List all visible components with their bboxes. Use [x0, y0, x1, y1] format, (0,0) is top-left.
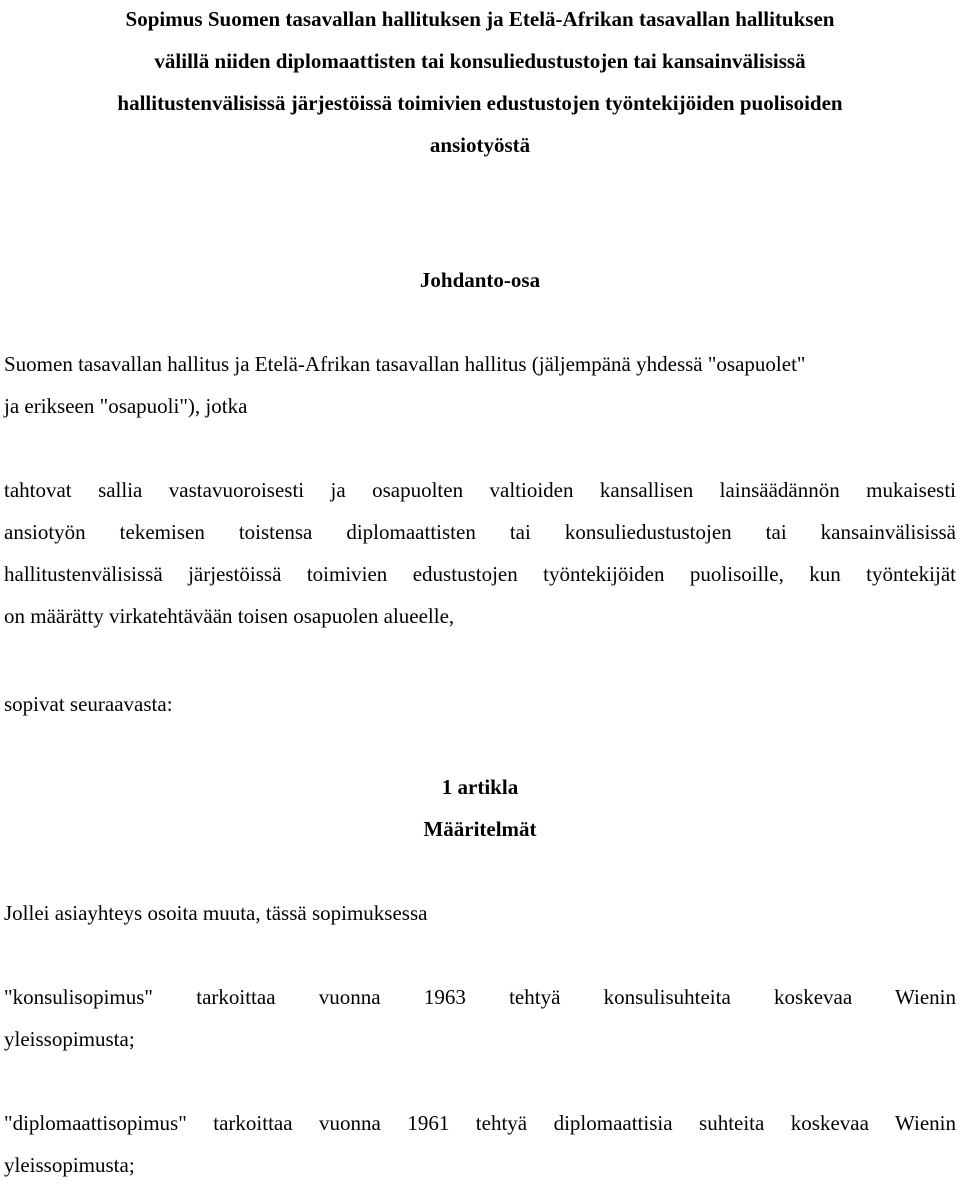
- definition-2-line-1: "diplomaattisopimus" tarkoittaa vuonna 1961 tehtyä diplomaattisia suhteita koskevaa Wienin: [4, 1111, 956, 1135]
- title-line-1: Sopimus Suomen tasavallan hallituksen ja Etelä-Afrikan tasavallan hallituksen: [125, 7, 835, 31]
- title-line-2: välillä niiden diplomaattisten tai konsuliedustustojen tai kansainvälisissä: [154, 49, 806, 73]
- definitions-intro-text: Jollei asiayhteys osoita muuta, tässä sopimuksessa: [4, 901, 428, 925]
- preamble-paragraph: [4, 343, 956, 427]
- preamble-heading: Johdanto-osa: [419, 268, 541, 292]
- intent-line-3: hallitustenvälisissä järjestöissä toimivien edustustojen työntekijöiden puolisoille, kun työntekijät: [4, 562, 956, 586]
- intent-paragraph: [4, 469, 956, 637]
- agreement-text: sopivat seuraavasta:: [4, 692, 173, 716]
- definition-item: [4, 1102, 956, 1186]
- definition-1-line-2: yleissopimusta;: [4, 1027, 135, 1051]
- definitions-intro: [4, 892, 956, 934]
- document-title: [0, 0, 960, 166]
- article-number: 1 artikla: [441, 775, 519, 799]
- article-title: Määritelmät: [423, 817, 537, 841]
- definition-2-line-2: yleissopimusta;: [4, 1153, 135, 1177]
- intent-line-1: tahtovat sallia vastavuoroisesti ja osapuolten valtioiden kansallisen lainsäädännön mukaisesti: [4, 478, 956, 502]
- preamble-line-2: ja erikseen "osapuoli"), jotka: [4, 394, 248, 418]
- title-line-4: ansiotyöstä: [429, 133, 531, 157]
- intent-line-2: ansiotyön tekemisen toistensa diplomaattisten tai konsuliedustustojen tai kansainvälisissä: [4, 520, 956, 544]
- intent-line-4: on määrätty virkatehtävään toisen osapuolen alueelle,: [4, 604, 455, 628]
- title-line-3: hallitustenvälisissä järjestöissä toimivien edustustojen työntekijöiden puolisoiden: [117, 91, 843, 115]
- agreement-line: [4, 683, 956, 725]
- definition-1-line-1: "konsulisopimus" tarkoittaa vuonna 1963 tehtyä konsulisuhteita koskevaa Wienin: [4, 985, 956, 1009]
- preamble-line-1: Suomen tasavallan hallitus ja Etelä-Afrikan tasavallan hallitus (jäljempänä yhdessä "osapuolet": [4, 352, 806, 376]
- definition-item: [4, 976, 956, 1060]
